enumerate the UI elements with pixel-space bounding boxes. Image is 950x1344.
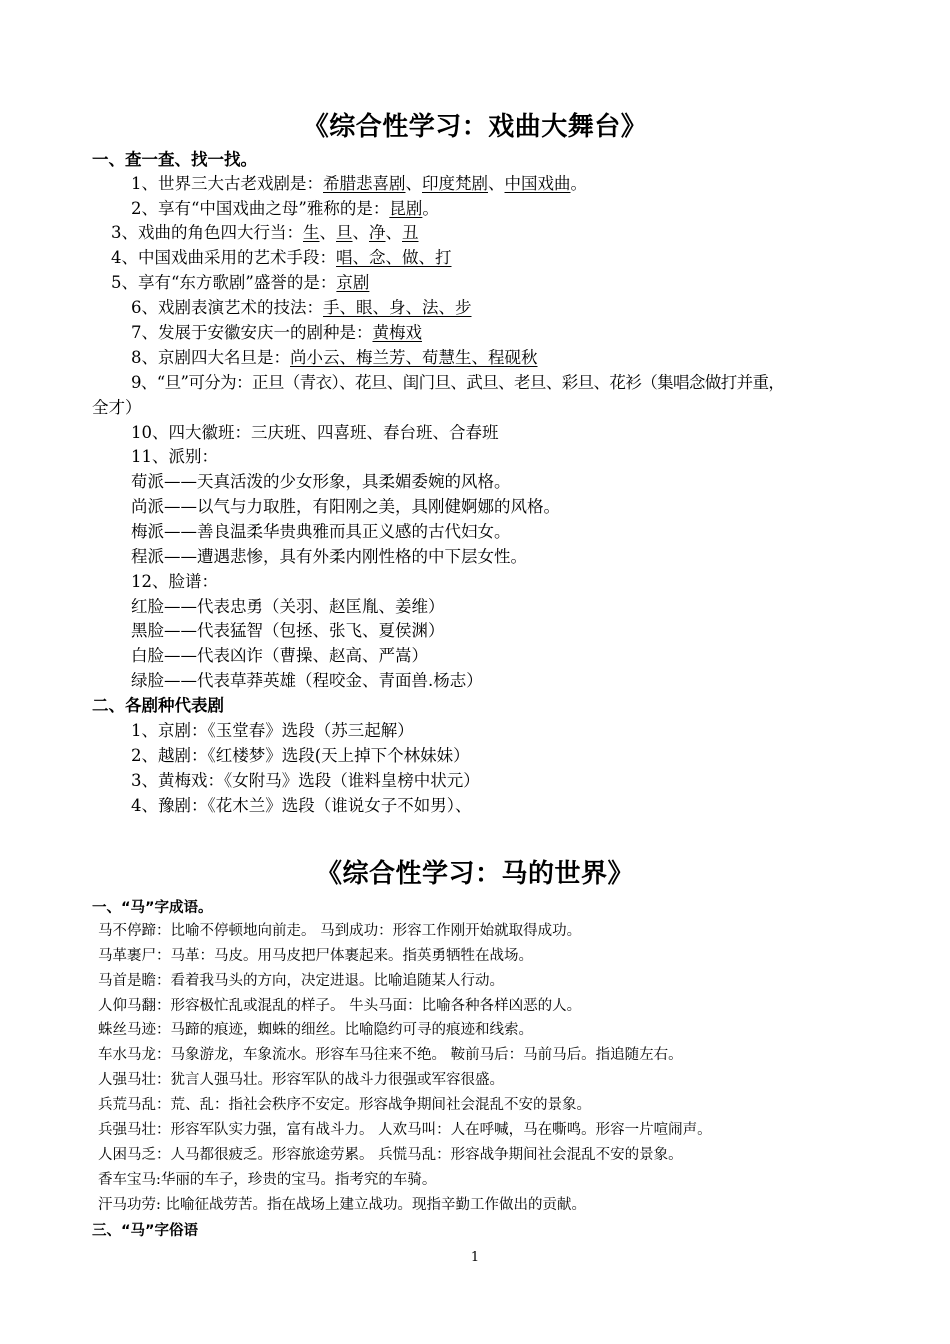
item-2-answer: 昆剧 (389, 199, 423, 218)
idiom-line: 香车宝马:华丽的车子，珍贵的宝马。指考究的车骑。 (98, 1172, 437, 1188)
item-5-answer: 京剧 (336, 273, 370, 292)
item-1-answer-3: 中国戏曲 (504, 174, 571, 193)
idiom-line: 人仰马翻：形容极忙乱或混乱的样子。 牛头马面：比喻各种各样凶恶的人。 (98, 998, 582, 1014)
idiom-line: 马革裹尸：马革：马皮。用马皮把尸体裹起来。指英勇牺牲在战场。 (98, 948, 533, 964)
separator: 、 (352, 223, 369, 242)
idiom-line: 兵荒马乱：荒、乱：指社会秩序不安定。形容战争期间社会混乱不安的景象。 (98, 1097, 591, 1113)
item-8 (131, 347, 538, 369)
section1-heading-2: 二、各剧种代表剧 (92, 696, 224, 715)
idiom-line: 蛛丝马迹：马蹄的痕迹，蜘蛛的细丝。比喻隐约可寻的痕迹和线索。 (98, 1022, 533, 1038)
item-5 (111, 272, 369, 294)
repertoire-4: 4、豫剧：《花木兰》选段（谁说女子不如男）、 (131, 796, 472, 815)
idiom-line: 人困马乏：人马都很疲乏。形容旅途劳累。 兵慌马乱：形容战争期间社会混乱不安的景象。 (98, 1147, 683, 1163)
item-3-prefix: 3、戏曲的角色四大行当： (111, 223, 303, 242)
item-3-answer-2: 旦 (336, 223, 353, 242)
separator: 、 (385, 223, 402, 242)
item-1-prefix: 1、世界三大古老戏剧是： (131, 174, 323, 193)
item-3 (111, 222, 419, 244)
item-6 (131, 297, 472, 319)
mask-white: 白脸——代表凶诈（曹操、赵高、严嵩） (131, 646, 428, 665)
school-cheng: 程派——遭遇悲惨，具有外柔内刚性格的中下层女性。 (131, 547, 527, 566)
school-mei: 梅派——善良温柔华贵典雅而具正义感的古代妇女。 (131, 522, 511, 541)
idiom-line: 马不停蹄：比喻不停顿地向前走。 马到成功：形容工作刚开始就取得成功。 (98, 923, 582, 939)
school-shang: 尚派——以气与力取胜，有阳刚之美，具刚健婀娜的风格。 (131, 497, 560, 516)
item-1-answer-2: 印度梵剧 (422, 174, 488, 193)
item-3-answer-1: 生 (303, 223, 320, 242)
repertoire-2: 2、越剧：《红楼梦》选段(天上掉下个林妹妹） (131, 746, 470, 765)
item-12: 12、脸谱： (131, 572, 218, 591)
item-2-end: 。 (422, 199, 439, 218)
item-8-answer: 尚小云、梅兰芳、荀慧生、程砚秋 (290, 348, 538, 367)
section1-heading-1: 一、查一查、找一找。 (92, 150, 257, 169)
item-5-prefix: 5、享有“东方歌剧”盛誉的是： (111, 273, 337, 292)
item-11: 11、派别： (131, 447, 218, 466)
item-4-prefix: 4、中国戏曲采用的艺术手段： (111, 248, 336, 267)
mask-green: 绿脸——代表草莽英雄（程咬金、青面兽.杨志） (131, 671, 483, 690)
section2-title: 《综合性学习：马的世界》 (315, 859, 634, 889)
section2-heading-3: 三、“马”字俗语 (92, 1223, 199, 1239)
separator: 、 (405, 174, 422, 193)
item-8-prefix: 8、京剧四大名旦是： (131, 348, 290, 367)
separator: 、 (488, 174, 505, 193)
item-1-end: 。 (570, 174, 587, 193)
item-9-line-1: 9、“旦”可分为：正旦（青衣）、花旦、闺门旦、武旦、老旦、彩旦、花衫（集唱念做打并重， (131, 373, 785, 392)
item-9-line-2: 全才） (92, 398, 142, 417)
page-number: 1 (470, 1250, 480, 1265)
item-4-answer: 唱、念、做、打 (336, 248, 452, 267)
section1-title: 《综合性学习：戏曲大舞台》 (302, 112, 648, 142)
separator: 、 (319, 223, 336, 242)
idiom-line: 兵强马壮：形容军队实力强，富有战斗力。 人欢马叫：人在呼喊，马在嘶鸣。形容一片喧闹声。 (98, 1122, 712, 1138)
item-7-prefix: 7、发展于安徽安庆一的剧种是： (131, 323, 373, 342)
idiom-line: 车水马龙：马象游龙，车象流水。形容车马往来不绝。 鞍前马后：马前马后。指追随左右。 (98, 1047, 683, 1063)
item-1-answer-1: 希腊悲喜剧 (323, 174, 406, 193)
item-6-answer: 手、眼、身、法、步 (323, 298, 472, 317)
repertoire-1: 1、京剧：《玉堂春》选段（苏三起解） (131, 721, 414, 740)
section2-heading-1: 一、“马”字成语。 (92, 900, 213, 916)
item-2 (131, 198, 439, 220)
idiom-line: 马首是瞻：看着我马头的方向，决定进退。比喻追随某人行动。 (98, 973, 504, 989)
idiom-line: 汗马功劳: 比喻征战劳苦。指在战场上建立战功。现指辛勤工作做出的贡献。 (98, 1197, 586, 1213)
item-10: 10、四大徽班：三庆班、四喜班、春台班、合春班 (131, 423, 499, 442)
item-7 (131, 322, 422, 344)
item-2-prefix: 2、享有“中国戏曲之母”雅称的是： (131, 199, 390, 218)
idiom-line: 人强马壮：犹言人强马壮。形容军队的战斗力很强或军容很盛。 (98, 1072, 504, 1088)
item-4 (111, 247, 452, 269)
item-3-answer-3: 净 (369, 223, 386, 242)
mask-red: 红脸——代表忠勇（关羽、赵匡胤、姜维） (131, 597, 445, 616)
item-3-answer-4: 丑 (402, 223, 419, 242)
school-xun: 荀派——天真活泼的少女形象，具柔媚委婉的风格。 (131, 472, 511, 491)
item-7-answer: 黄梅戏 (372, 323, 422, 342)
repertoire-3: 3、黄梅戏：《女附马》选段（谁料皇榜中状元） (131, 771, 480, 790)
item-6-prefix: 6、戏剧表演艺术的技法： (131, 298, 323, 317)
mask-black: 黑脸——代表猛智（包拯、张飞、夏侯渊） (131, 621, 445, 640)
item-1 (131, 173, 587, 195)
